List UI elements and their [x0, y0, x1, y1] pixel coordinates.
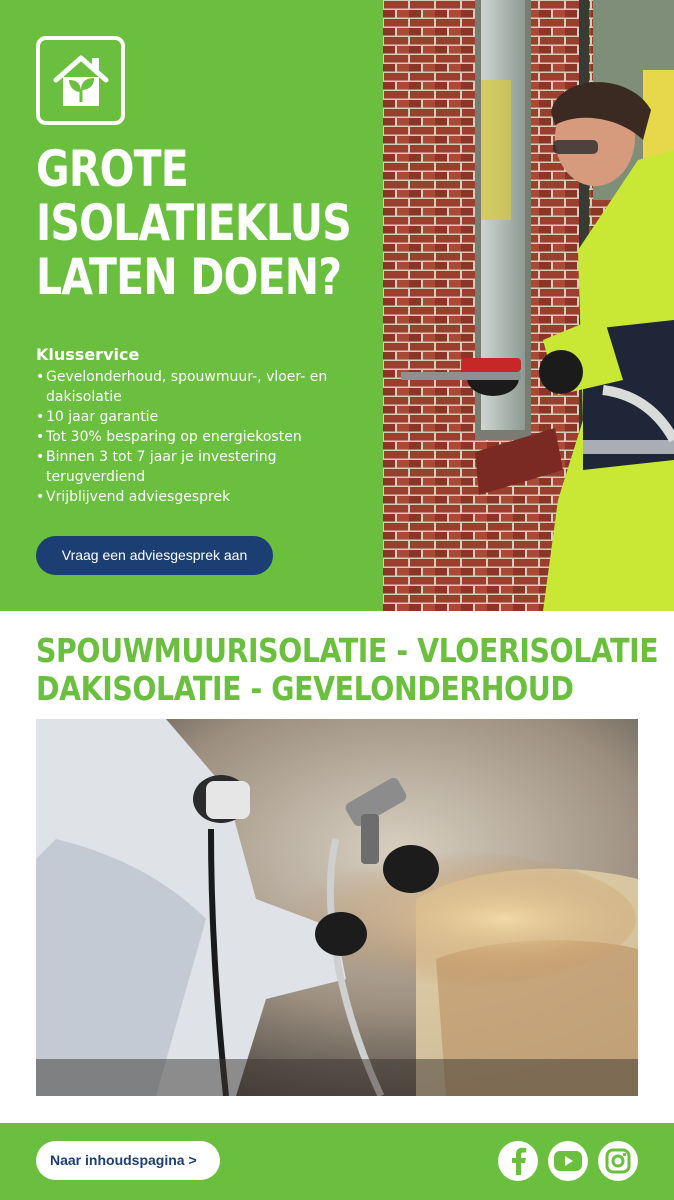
- services-title: [36, 631, 659, 708]
- services-title-line-1: SPOUWMUURISOLATIE - VLOERISOLATIE: [36, 631, 659, 670]
- instagram-icon: [605, 1148, 631, 1174]
- list-item: • Tot 30% besparing op energiekosten: [36, 427, 336, 447]
- hero-title: [36, 140, 351, 306]
- instagram-button[interactable]: [598, 1141, 638, 1181]
- services-title-line-2: DAKISOLATIE - GEVELONDERHOUD: [36, 669, 574, 708]
- house-leaf-icon: [50, 50, 112, 112]
- facebook-icon: [507, 1147, 529, 1175]
- hero-photo-worker: [383, 0, 674, 611]
- facebook-button[interactable]: [498, 1141, 538, 1181]
- service-list: [36, 367, 336, 507]
- footer-bar: [0, 1123, 674, 1200]
- hero-title-line-2: ISOLATIEKLUS: [36, 194, 351, 252]
- spray-insulation-photo: [36, 719, 638, 1096]
- hero-title-line-3: LATEN DOEN?: [36, 248, 342, 306]
- hero-photo-illustration: [383, 0, 674, 611]
- list-item: • Vrijblijvend adviesgesprek: [36, 487, 336, 507]
- logo: [36, 36, 125, 125]
- service-heading: Klusservice: [36, 345, 140, 364]
- hero-title-line-1: GROTE: [36, 140, 188, 198]
- content-page-button[interactable]: Naar inhoudspagina >: [36, 1141, 220, 1180]
- list-item: • Binnen 3 tot 7 jaar je investering terugverdiend: [36, 447, 336, 487]
- request-consultation-button[interactable]: Vraag een adviesgesprek aan: [36, 536, 273, 575]
- list-item: • 10 jaar garantie: [36, 407, 336, 427]
- youtube-button[interactable]: [548, 1141, 588, 1181]
- hero-green-panel: [0, 0, 383, 611]
- spray-photo-illustration: [36, 719, 638, 1096]
- youtube-icon: [554, 1151, 582, 1171]
- list-item: • Gevelonderhoud, spouwmuur-, vloer- en dakisolatie: [36, 367, 336, 407]
